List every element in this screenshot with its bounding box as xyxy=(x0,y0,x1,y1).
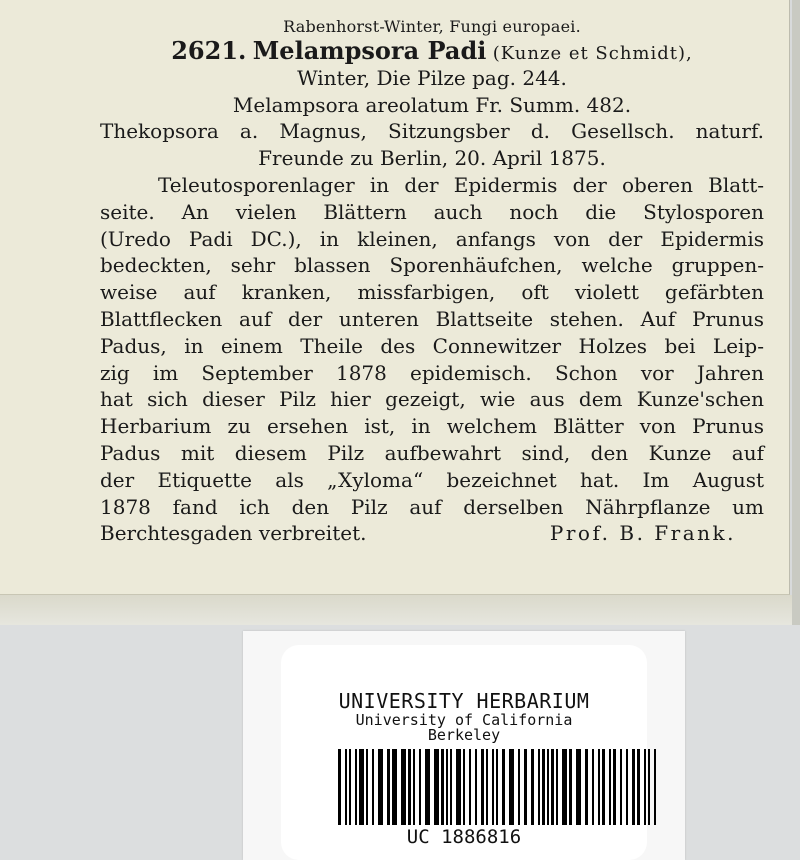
barcode-bar xyxy=(626,749,628,825)
collector-signature: Prof. B. Frank. xyxy=(549,521,736,546)
barcode-bar xyxy=(492,749,494,825)
herbarium-city: Berkeley xyxy=(427,726,501,744)
exsiccata-source: Rabenhorst-Winter, Fungi europaei. xyxy=(283,17,581,36)
barcode-bar xyxy=(469,749,471,825)
barcode-bar xyxy=(463,749,465,825)
barcode-bar xyxy=(486,749,488,825)
herbarium-title: UNIVERSITY HERBARIUM xyxy=(338,689,590,713)
barcode-bar xyxy=(531,749,534,825)
synonym-line: Melampsora areolatum Fr. Summ. 482. xyxy=(232,92,632,117)
description-line: seite. An vielen Blättern auch noch die Stylosporen xyxy=(100,199,764,224)
barcode-bar xyxy=(392,749,397,825)
barcode-bar xyxy=(425,749,430,825)
barcode-bar xyxy=(551,749,554,825)
description-line: Padus mit diesem Pilz aufbewahrt sind, den Kunze auf xyxy=(100,440,764,465)
barcode-bar xyxy=(524,749,527,825)
description-line: weise auf kranken, missfarbigen, oft violett gefärbten xyxy=(100,280,764,305)
barcode-bar xyxy=(648,749,650,825)
barcode-bar xyxy=(542,749,545,825)
species-name: Melampsora Padi xyxy=(252,36,487,65)
description-line: (Uredo Padi DC.), in kleinen, anfangs von der Epidermis xyxy=(100,226,764,251)
barcode-bar xyxy=(359,749,364,825)
barcode-bar xyxy=(576,749,581,825)
barcode-bar xyxy=(518,749,520,825)
synonym-line: Thekopsora a. Magnus, Sitzungsber d. Gesellsch. naturf. xyxy=(100,119,764,144)
catalog-number: UC 1886816 xyxy=(406,826,522,848)
barcode-bar xyxy=(644,749,646,825)
species-author: (Kunze et Schmidt), xyxy=(492,43,693,64)
barcode-bar xyxy=(372,749,374,825)
description-line: Blattflecken auf der unteren Blattseite stehen. Auf Prunus xyxy=(100,306,764,331)
barcode-bar xyxy=(562,749,567,825)
description-line: hat sich dieser Pilz hier gezeigt, wie aus dem Kunze'schen xyxy=(100,387,764,412)
barcode-bar xyxy=(538,749,540,825)
barcode-bar xyxy=(481,749,484,825)
barcode-bar xyxy=(345,749,347,825)
barcode-bar xyxy=(408,749,411,825)
barcode-bar xyxy=(387,749,390,825)
description-line: der Etiquette als „Xyloma“ bezeichnet hat. Im August xyxy=(100,467,764,492)
barcode-bar xyxy=(592,749,594,825)
description-line: bedeckten, sehr blassen Sporenhäufchen, welche gruppen- xyxy=(100,253,764,278)
description-line: Herbarium zu ersehen ist, in welchem Blätter von Prunus xyxy=(100,414,764,439)
description-line: 1878 fand ich den Pilz auf derselben Nährpflanze um xyxy=(100,494,764,519)
sheet-edge xyxy=(792,0,800,625)
herbarium-institution: University of California xyxy=(355,711,573,729)
barcode-bar xyxy=(637,749,640,825)
barcode xyxy=(338,749,662,825)
barcode-bar xyxy=(349,749,351,825)
barcode-bar xyxy=(613,749,616,825)
barcode-bar xyxy=(378,749,383,825)
barcode-bar xyxy=(355,749,357,825)
label-text-block xyxy=(100,16,764,547)
barcode-bar xyxy=(509,749,514,825)
barcode-bar xyxy=(496,749,498,825)
barcode-bar xyxy=(609,749,611,825)
synonym-line: Freunde zu Berlin, 20. April 1875. xyxy=(258,146,606,171)
description-line: zig im September 1878 epidemisch. Schon vor Jahren xyxy=(100,360,764,385)
barcode-bar xyxy=(366,749,368,825)
closing-line xyxy=(100,520,764,547)
barcode-bar xyxy=(450,749,452,825)
barcode-bar xyxy=(413,749,415,825)
barcode-bar xyxy=(632,749,635,825)
description-line: Padus, in einem Theile des Connewitzer Holzes bei Leip- xyxy=(100,333,764,358)
species-heading xyxy=(100,38,764,65)
description-line: Teleutosporenlager in der Epidermis der oberen Blatt- xyxy=(158,172,764,197)
barcode-bar xyxy=(441,749,444,825)
barcode-bar xyxy=(475,749,477,825)
label-shadow xyxy=(0,595,792,625)
barcode-bar xyxy=(434,749,439,825)
barcode-bar xyxy=(419,749,421,825)
barcode-bar xyxy=(556,749,558,825)
barcode-bar xyxy=(502,749,505,825)
herbarium-label-card xyxy=(243,631,685,860)
barcode-bar xyxy=(456,749,461,825)
reference-line: Winter, Die Pilze pag. 244. xyxy=(297,65,567,90)
barcode-bar xyxy=(401,749,406,825)
barcode-bar xyxy=(602,749,605,825)
barcode-bar xyxy=(585,749,588,825)
barcode-bar xyxy=(446,749,448,825)
herbarium-label xyxy=(281,645,647,860)
barcode-bar xyxy=(654,749,656,825)
barcode-bar xyxy=(598,749,600,825)
barcode-bar xyxy=(569,749,572,825)
barcode-bar xyxy=(338,749,341,825)
barcode-bar xyxy=(547,749,549,825)
description-line-end: Berchtesgaden verbreitet. xyxy=(100,521,367,546)
barcode-bar xyxy=(620,749,622,825)
exsiccata-number: 2621. xyxy=(171,36,247,65)
